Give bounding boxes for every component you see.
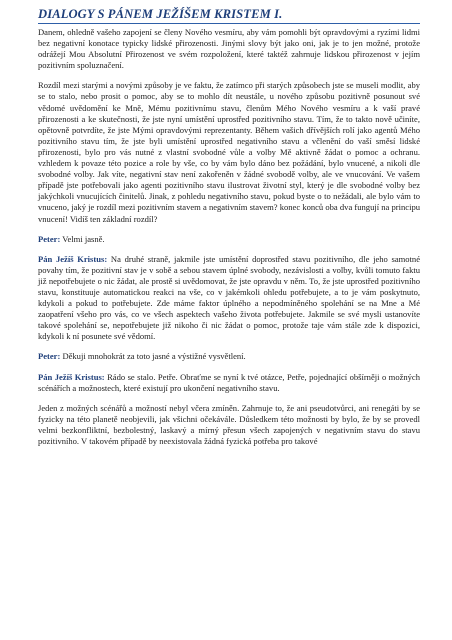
paragraph — [38, 27, 420, 71]
paragraph — [38, 80, 420, 224]
paragraph-text: Danem, ohledně vašeho zapojení se členy Nového vesmíru, aby vám pomohli být opravdovými a ryzími lidmi bez negativní konotace typicky lidské přirozenosti. Jinými slovy být jako oni, jak je to jen možné, protože odrážejí Mou Absolutní Přirozenost ve svém rozpoložení, které taktéž zahrnuje lidskou přirozenost v jejím pozitivním spoluznačení. — [38, 27, 420, 71]
speaker-label: Peter: — [38, 233, 61, 244]
speaker-label: Pán Ježíš Kristus: — [38, 371, 105, 382]
paragraph-text: Na druhé straně, jakmile jste umístění doprostřed stavu pozitivního, dle jeho samotné povahy tím, že pozitivní stav je v sobě a sebou stavem úplné svobody, nezávislosti a volby, kvůli tomuto faktu již nepotřebujete o nic žádat, ale prostě si uvědomovat, že jste opravdu v něm. To, že jste uprostřed pozitivního stavu, konstituuje automatickou reakci na vše, co v jakémkoli ohledu potřebujete, a to je vám poskytnuto, kdykoli a pokud to potřebujete. Zde máme faktor úplného a nepodmíněného spolehání se na Mne a Mé zaopatření všeho pro vás, co ve všech aspektech vašeho života potřebujete. Jakmile se své mysli ustanovíte takové spolehání se, nepotřebujete již nikoho či nic žádat o pomoc, protože taje vám stále zde k dispozici, kdykoli k ní posunete své vědomí. — [38, 253, 421, 342]
paragraph — [38, 403, 420, 447]
paragraph — [38, 254, 420, 343]
paragraph — [38, 234, 420, 245]
paragraph-text: Jeden z možných scénářů a možností nebyl včera zmíněn. Zahrnuje to, že ani pseudotvůrci, ani renegáti by se fyzicky na této planetě neobjevili, jak všichni očekávále. Důsledkem této možnosti by bylo, že by se provedl velmi bezkonfliktní, bezbolestný, laskavý a mírný přesun všech zapojených v negativním stavu do stavu pozitivního. V takovém případě by neexistovala žádná fyzická potřeba pro takové — [38, 402, 420, 446]
paragraph-text: Děkuji mnohokrát za toto jasné a výstižné vysvětlení. — [62, 351, 246, 362]
speaker-label: Peter: — [38, 351, 61, 362]
document-title: DIALOGY S PÁNEM JEŽÍŠEM KRISTEM I. — [38, 6, 420, 24]
document-body — [38, 27, 420, 447]
paragraph — [38, 372, 420, 394]
paragraph-text: Rádo se stalo. Petře. Obraťme se nyní k tvé otázce, Petře, pojednající obšírněji o možných scénářích a možnostech, které existují pro ukončení negativního stavu. — [38, 371, 421, 393]
speaker-label: Pán Ježíš Kristus: — [38, 253, 108, 264]
paragraph-text: Rozdíl mezi starými a novými způsoby je ve faktu, že zatímco při starých způsobech jste se museli modlit, aby se to stalo, nebo prosit o pomoc, aby se to mohlo dít neustále, u nového způsobu pozitivně posunout své vědomé uvědomění ke Mně, Mému pozitivnímu stavu, členům Mého Nového vesmíru a k vaší pravé přirozenosti a ke skutečnosti, že jste nyní umístění uprostřed pozitivního stavu. Tím, že to takto nově učiníte, opětovně potvrdíte, že jste Mými opravdovými reprezentanty. Během vašich dřívějších rolí jako agentů Mého pozitivního stavu tím, že jste byli umístění uprostřed negativního stavu a včlenění do vaší směsí lidské přirozenosti, bylo pro vás nutné z vlastní svobodné vůle a volby Mě aktivně žádat o pomoc a ochranu. vzhledem k povaze této pozice a role by vše, co by vám bylo dáno bez požádání, bylo vnucené, a nikoli dle svobodné volby. Jak víte, negativní stav není zakořeněn v žádné svobodě volby, ale ve vnucování. Ve vašem případě jste potřebovali jako agenti pozitivního stavu ilustrovat životní styl, který je dle svobodné volby bez jakýchkoli vnucujících činitelů. Jinak, z pohledu negativního stavu, pokud byste o to nežádali, ale bylo vám to vnuceno, jaký je rozdíl mezi pozitivním stavem a negativním stavem? konec konců oba dva fungují na principu vnucení! Vidíš ten základní rozdíl? — [38, 80, 420, 224]
paragraph-text: Velmi jasně. — [62, 233, 105, 244]
paragraph — [38, 351, 420, 362]
